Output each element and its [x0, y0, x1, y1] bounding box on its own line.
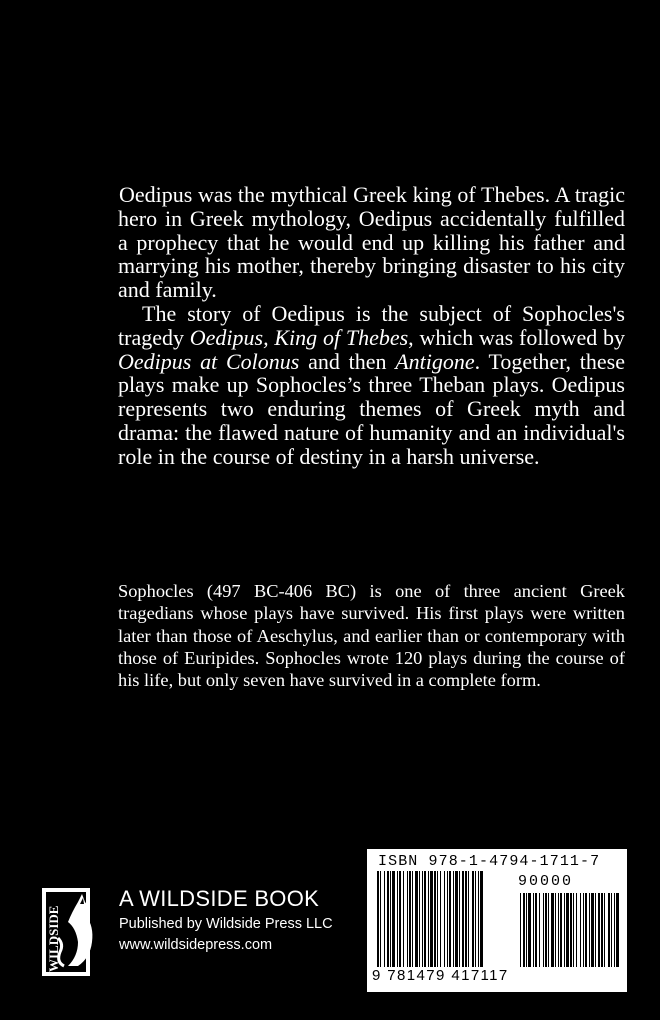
barcode-bar	[409, 871, 411, 967]
published-by-line: Published by Wildside Press LLC	[119, 916, 333, 932]
barcode-bar	[616, 893, 619, 967]
isbn-barcode	[367, 849, 627, 992]
barcode-bar	[591, 893, 594, 967]
barcode-bar	[387, 871, 389, 967]
barcode-bar	[444, 871, 445, 967]
barcode-bar	[555, 893, 556, 967]
barcode-bar	[601, 893, 603, 967]
barcode-bar	[573, 893, 574, 967]
barcode-bar	[462, 871, 464, 967]
barcode-bar	[598, 893, 600, 967]
barcode-bar	[397, 871, 398, 967]
barcode-bar	[377, 871, 379, 967]
barcode-bar	[455, 871, 458, 967]
barcode-bar	[580, 893, 581, 967]
publisher-url: www.wildsidepress.com	[119, 937, 273, 953]
barcode-bar	[526, 893, 527, 967]
blurb-p2-text-b: , which was followed by	[408, 324, 625, 350]
barcode-bar	[459, 871, 460, 967]
barcode-bar	[422, 871, 423, 967]
barcode-bar	[543, 893, 544, 967]
barcode-bar	[412, 871, 413, 967]
barcode-bar	[604, 893, 605, 967]
barcode-bar	[407, 871, 408, 967]
barcode-bar	[437, 871, 438, 967]
logo-text: WILDSIDE	[46, 905, 61, 972]
barcode-bar	[611, 893, 612, 967]
blurb-p2-text-c: and then	[299, 348, 396, 374]
barcode-bar	[528, 893, 531, 967]
barcode-bar	[424, 871, 426, 967]
price-code: 90000	[518, 873, 574, 890]
barcode-bar	[440, 871, 441, 967]
barcode-bar	[475, 871, 476, 967]
barcode-bar	[415, 871, 418, 967]
barcode-bar	[449, 871, 451, 967]
barcode-bar	[447, 871, 448, 967]
barcode-bar	[533, 893, 534, 967]
barcode-bar	[380, 871, 381, 967]
title-oedipus-king-of-thebes: Oedipus, King of Thebes	[189, 324, 409, 350]
barcode-bar	[403, 871, 404, 967]
ean-digits: 9 781479 417117	[372, 967, 509, 984]
barcode-bar	[430, 871, 433, 967]
blurb-p2-text-d: . Together, these plays make up Sophocles’s three Theban plays. Oedipus represents two enduring themes of Greek myth and drama: the flawed nature of humanity and an individual's role in the course of destiny in a harsh universe.	[118, 348, 625, 469]
barcode-bar	[390, 871, 391, 967]
author-bio	[118, 580, 625, 691]
title-antigone: Antigone	[395, 348, 475, 374]
barcode-bar	[570, 893, 572, 967]
wildside-cat-logo-icon	[38, 882, 110, 980]
barcode-bar	[548, 893, 549, 967]
barcode-bar	[419, 871, 420, 967]
barcode-bar	[472, 871, 474, 967]
barcode-bar	[614, 893, 615, 967]
barcode-bar	[523, 893, 525, 967]
barcode-bar	[558, 893, 559, 967]
barcode-bar	[608, 893, 610, 967]
barcode-bar	[560, 893, 562, 967]
barcode-bar	[595, 893, 596, 967]
title-oedipus-at-colonus: Oedipus at Colonus	[118, 348, 300, 374]
barcode-bar	[453, 871, 454, 967]
publisher-text	[119, 884, 333, 956]
barcode-bar	[545, 893, 547, 967]
barcode-bar	[551, 893, 554, 967]
barcode-bar	[399, 871, 401, 967]
barcode-bar	[468, 871, 469, 967]
barcode-bar	[392, 871, 395, 967]
publisher-name: A WILDSIDE BOOK	[119, 886, 320, 911]
barcode-bar	[428, 871, 429, 967]
isbn-label: ISBN 978-1-4794-1711-7	[378, 853, 601, 870]
barcode-bar	[465, 871, 467, 967]
barcode-bar	[576, 893, 577, 967]
blurb-paragraph-1: Oedipus was the mythical Greek king of Thebes. A tragic hero in Greek mythology, Oedipus accidentally fulfilled a prophecy that he would end up killing his father and marrying his mother, thereby bringing disaster to his city and family.	[118, 182, 625, 303]
barcode-bar	[585, 893, 587, 967]
barcode-bar	[564, 893, 565, 967]
barcode-bar	[539, 893, 540, 967]
barcode-bar	[478, 871, 479, 967]
barcode-bar	[434, 871, 436, 967]
barcode-bar	[535, 893, 537, 967]
back-cover-blurb	[118, 183, 625, 469]
barcode-bar	[566, 893, 569, 967]
publisher-block	[38, 882, 348, 982]
blurb-p2-text-a: The story of Oedipus is the subject of Sophocles's tragedy	[118, 300, 625, 350]
barcode-bar	[583, 893, 584, 967]
barcode-bar	[384, 871, 385, 967]
barcode-bar	[520, 893, 521, 967]
blurb-paragraph-2	[118, 302, 625, 469]
barcode-bar	[480, 871, 483, 967]
author-bio-text: Sophocles (497 BC-406 BC) is one of three ancient Greek tragedians whose plays have survived. His first plays were written later than those of Aeschylus, and earlier than or contemporary with those of Euripides. Sophocles wrote 120 plays during the course of his life, but only seven have survived in a complete form.	[118, 581, 625, 691]
barcode-bar	[589, 893, 590, 967]
